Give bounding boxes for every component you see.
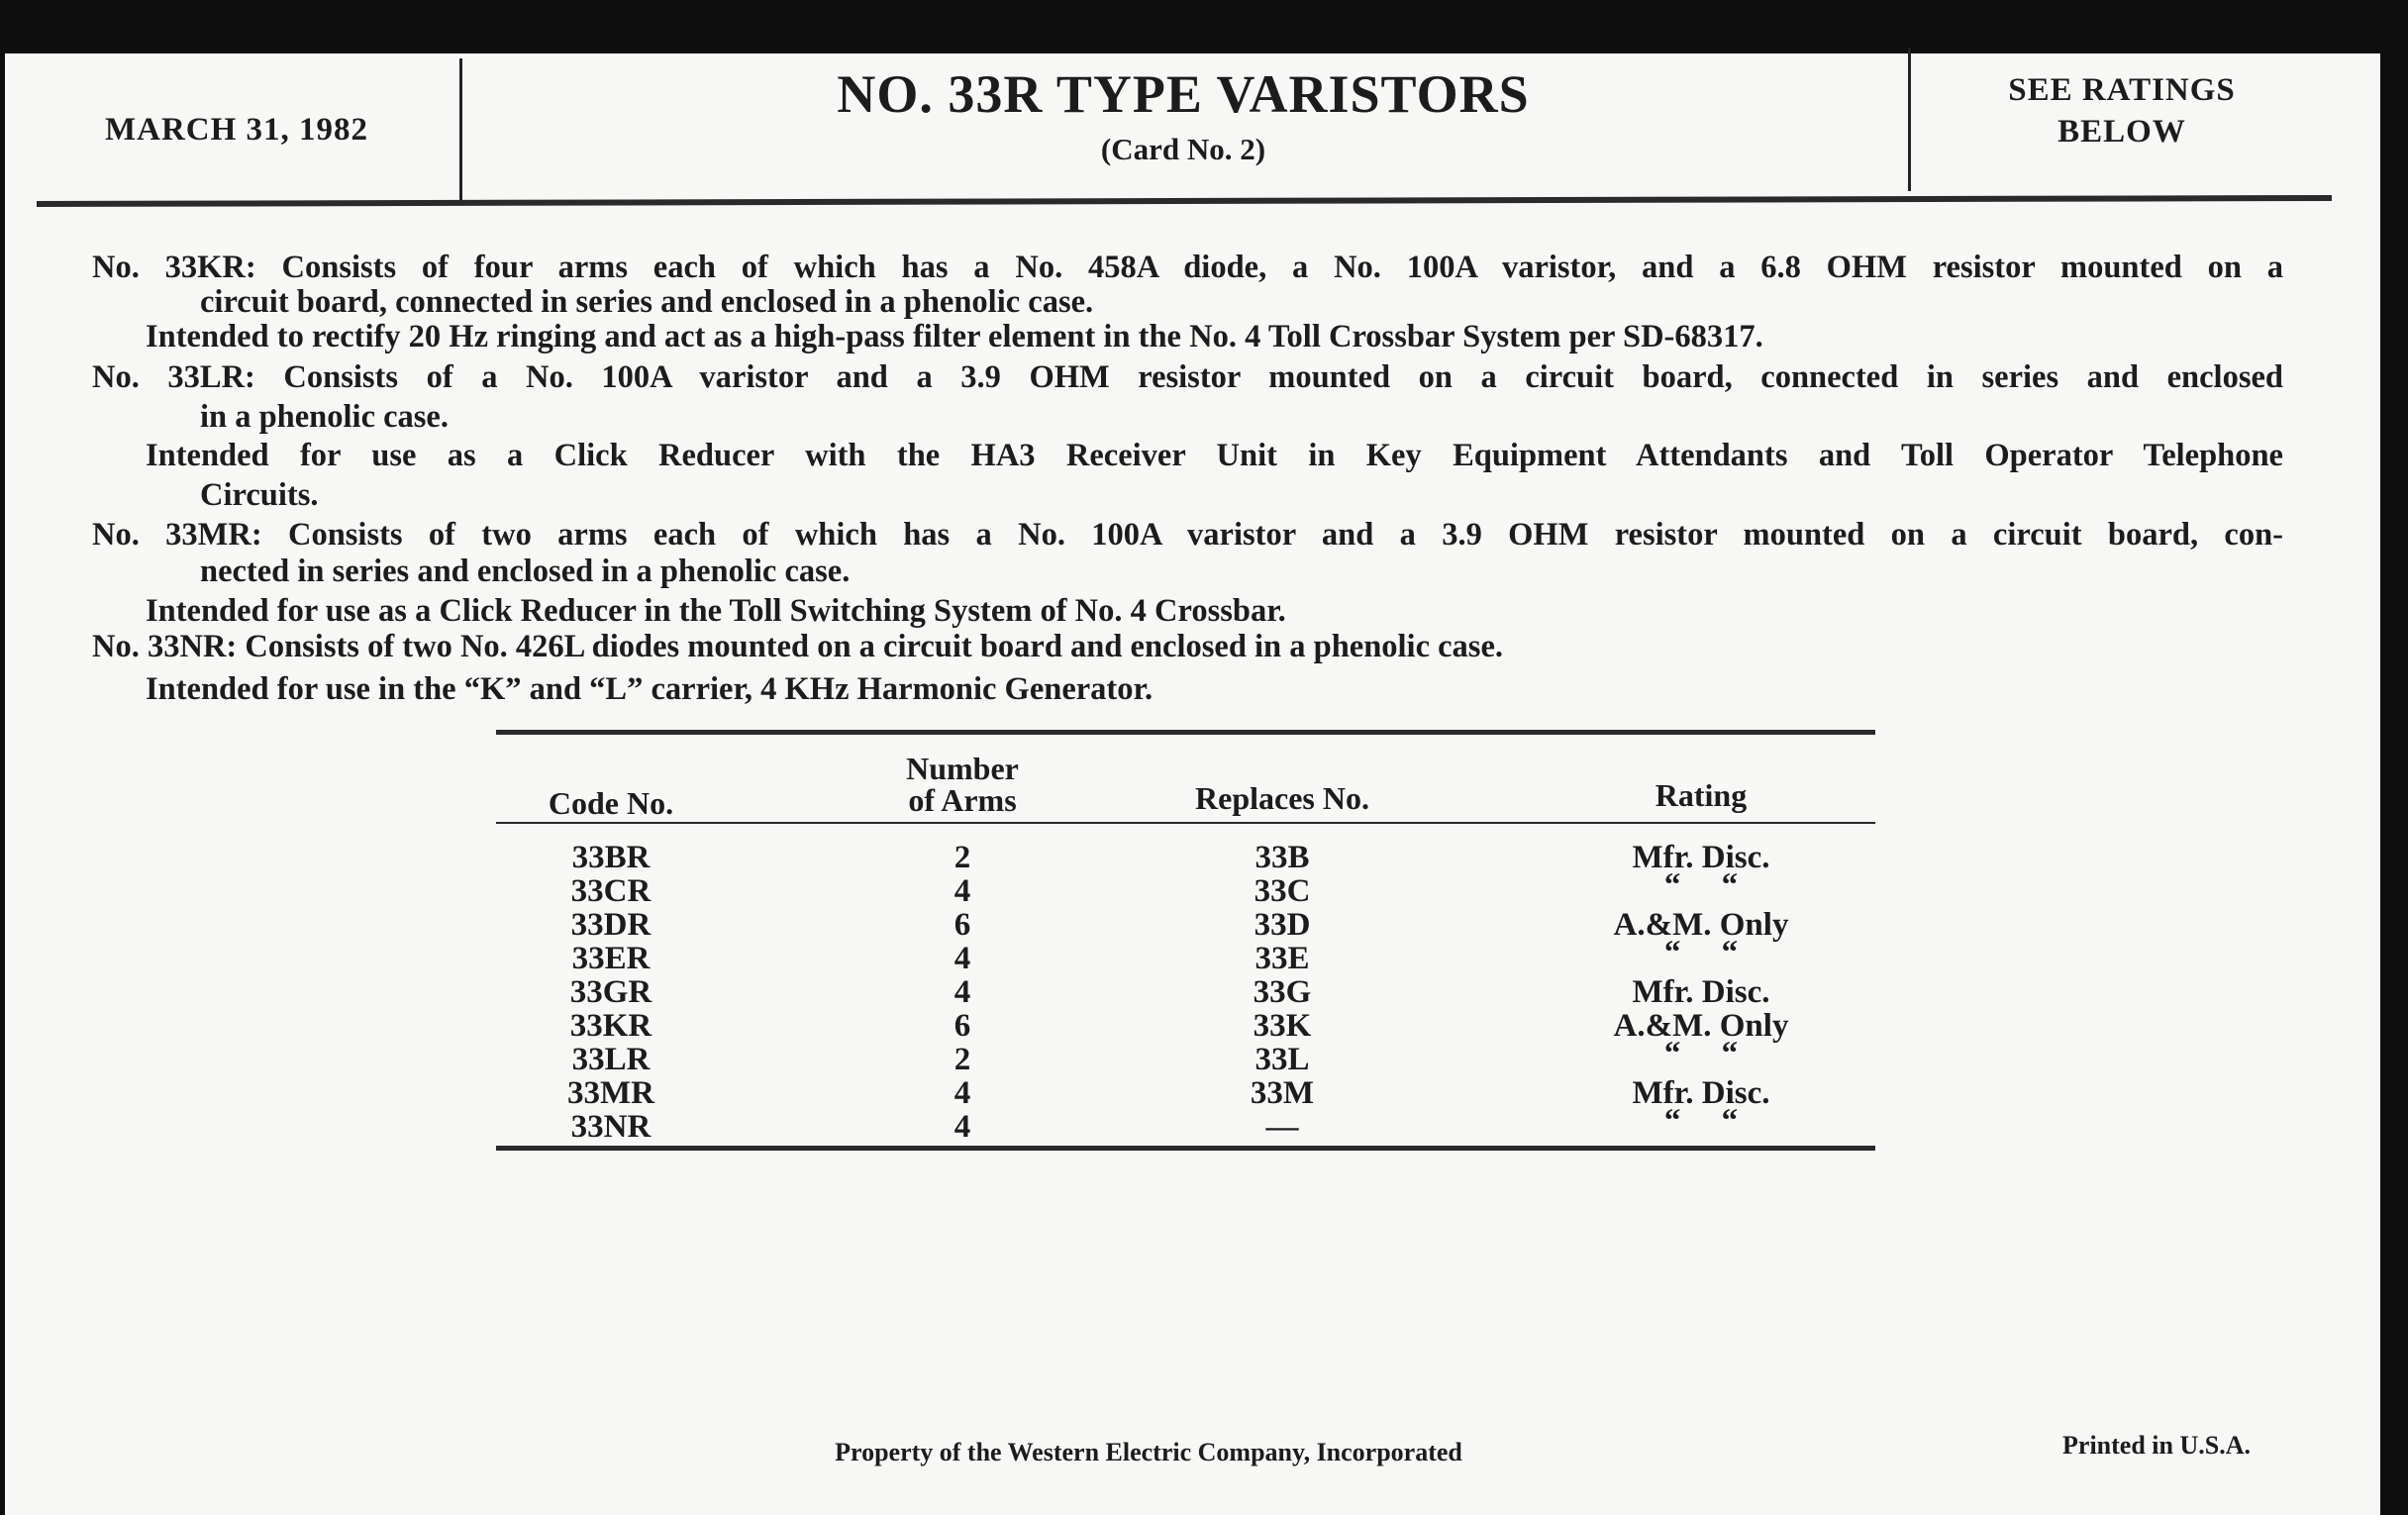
description-33nr: No. 33NR: Consists of two No. 426L diodes mounted on a circuit board and enclosed in a phenolic case. [92,629,1504,664]
card-number: (Card No. 2) [1100,132,1266,166]
cell-number-of-arms: 4 [953,974,971,1010]
header-number-of-arms-1: Number [906,751,1019,786]
cell-number-of-arms: 6 [953,1008,971,1044]
cell-number-of-arms: 4 [953,1109,971,1145]
cell-number-of-arms: 4 [953,1075,971,1111]
text-line: in a phenolic case. [200,399,449,435]
cell-code-no: 33BR [571,840,651,875]
cell-replaces-no: 33G [1253,974,1312,1010]
cell-code-no: 33LR [571,1042,651,1077]
cell-replaces-no: 33C [1254,873,1311,909]
table-bottom-rule [496,1146,1875,1151]
cell-rating: “ “ [1663,1036,1739,1071]
usage-33nr: Intended for use in the “K” and “L” carrier, 4 KHz Harmonic Generator. [146,671,1154,707]
page-title: NO. 33R TYPE VARISTORS [837,64,1530,124]
header-divider-right [1908,48,1911,191]
header-divider-left [459,58,462,200]
ownership-notice: Property of the Western Electric Company, Incorporated [835,1438,1462,1466]
text-line: No. 33KR: Consists of four arms each of which has a No. 458A diode, a No. 100A varistor, and a 6.8 OHM resistor mounted on a [92,250,2283,285]
cell-rating: Mfr. Disc. [1632,974,1770,1010]
cell-rating: A.&M. Only [1613,907,1789,943]
cell-replaces-no: 33M [1250,1075,1315,1111]
text-line: No. 33MR: Consists of two arms each of which has a No. 100A varistor and a 3.9 OHM resistor mounted on a circuit board, con- [92,517,2283,553]
cell-code-no: 33CR [570,873,652,909]
cell-rating: Mfr. Disc. [1632,840,1770,875]
cell-replaces-no: 33B [1254,840,1310,875]
usage-33mr: Intended for use as a Click Reducer in the Toll Switching System of No. 4 Crossbar. [146,593,1286,629]
cell-rating: “ “ [1663,935,1739,970]
cell-number-of-arms: 4 [953,941,971,976]
cell-rating: A.&M. Only [1613,1008,1789,1044]
cell-code-no: 33GR [569,974,652,1010]
cell-replaces-no: 33D [1254,907,1311,943]
cell-code-no: 33DR [570,907,652,943]
usage-33kr: Intended to rectify 20 Hz ringing and act as a high-pass filter element in the No. 4 Toll Crossbar System per SD-68317. [146,319,1763,354]
cell-rating: Mfr. Disc. [1632,1075,1770,1111]
cell-rating: “ “ [1663,867,1739,903]
cell-replaces-no: — [1265,1109,1299,1145]
header-number-of-arms-2: of Arms [908,782,1017,818]
printed-in-notice: Printed in U.S.A. [2062,1431,2251,1460]
cell-code-no: 33NR [570,1109,652,1145]
header-replaces-no: Replaces No. [1195,780,1369,816]
cell-number-of-arms: 2 [953,1042,971,1077]
header-code-no: Code No. [548,785,674,821]
cell-code-no: 33MR [567,1075,654,1111]
cell-replaces-no: 33K [1253,1008,1312,1044]
card-date: MARCH 31, 1982 [105,112,369,148]
cell-number-of-arms: 2 [953,840,971,875]
table-header-rule [496,822,1875,824]
cell-rating: “ “ [1663,1103,1739,1139]
text-line: Intended for use as a Click Reducer with the HA3 Receiver Unit in Key Equipment Attendants and Toll Operator Telephone [146,438,2283,473]
cell-replaces-no: 33L [1254,1042,1310,1077]
ratings-note-line1: SEE RATINGS [2008,72,2236,108]
text-line: No. 33LR: Consists of a No. 100A varistor and a 3.9 OHM resistor mounted on a circuit board, connected in series and enclosed [92,359,2283,395]
header-rating: Rating [1655,777,1748,813]
cell-replaces-no: 33E [1254,941,1310,976]
cell-number-of-arms: 6 [953,907,971,943]
table-top-rule [496,730,1875,735]
text-line: Circuits. [200,477,319,513]
ratings-note-line2: BELOW [2057,114,2186,150]
cell-number-of-arms: 4 [953,873,971,909]
text-line: circuit board, connected in series and enclosed in a phenolic case. [200,284,1094,320]
cell-code-no: 33KR [569,1008,652,1044]
text-line: nected in series and enclosed in a phenolic case. [200,554,851,589]
cell-code-no: 33ER [571,941,651,976]
